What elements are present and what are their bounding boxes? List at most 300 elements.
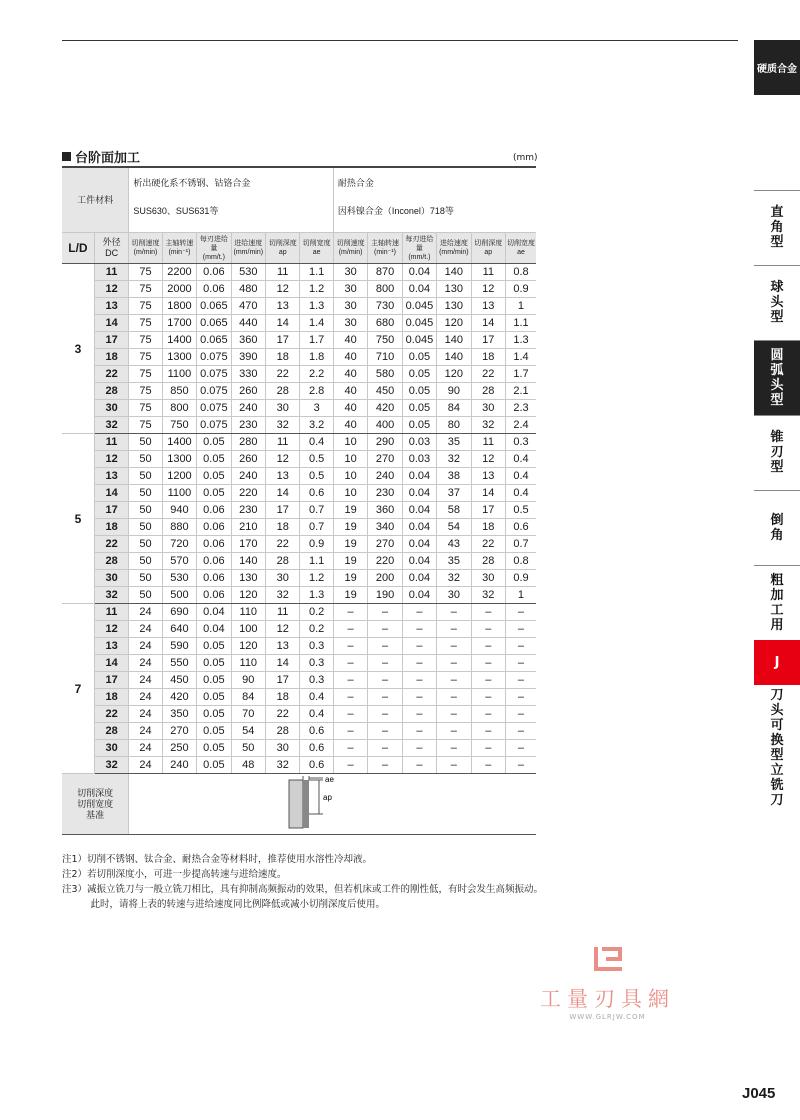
table-cell: – <box>437 638 471 655</box>
dc-value: 12 <box>94 281 128 298</box>
table-cell: 0.06 <box>197 570 231 587</box>
column-header-line: ae <box>312 249 321 256</box>
table-cell: – <box>471 706 505 723</box>
side-tab-divider <box>754 565 800 566</box>
table-cell: 18 <box>471 519 505 536</box>
table-cell: 240 <box>231 468 265 485</box>
table-row <box>62 383 536 400</box>
table-cell: – <box>471 723 505 740</box>
table-cell: – <box>437 723 471 740</box>
table-cell: – <box>333 604 367 621</box>
table-cell: 580 <box>368 366 402 383</box>
table-cell: 1400 <box>162 332 196 349</box>
table-cell: 0.4 <box>505 468 536 485</box>
table-cell: 40 <box>333 400 367 417</box>
table-cell: 940 <box>162 502 196 519</box>
table-cell: 240 <box>162 757 196 774</box>
table-cell: 0.4 <box>300 689 333 706</box>
table-cell: 0.04 <box>402 281 436 298</box>
table-cell: 22 <box>471 366 505 383</box>
table-row <box>62 706 536 723</box>
table-cell: 48 <box>231 757 265 774</box>
column-header-line: 切削速度 <box>336 240 365 247</box>
table-cell: – <box>505 672 536 689</box>
table-cell: – <box>368 757 402 774</box>
table-cell: 260 <box>231 383 265 400</box>
table-cell: 19 <box>333 570 367 587</box>
table-row <box>62 655 536 672</box>
table-cell: 54 <box>231 723 265 740</box>
side-tab-char: 球 <box>770 280 784 295</box>
table-cell: 1.3 <box>505 332 536 349</box>
table-cell: 850 <box>162 383 196 400</box>
cutting-conditions-table <box>62 166 536 835</box>
table-cell: 0.04 <box>402 587 436 604</box>
material-1-name: 析出硬化系不锈钢、钴铬合金 <box>133 178 251 188</box>
dc-value: 13 <box>94 468 128 485</box>
table-cell: – <box>505 706 536 723</box>
side-tab-char: 立 <box>770 763 784 778</box>
table-cell: 0.075 <box>197 383 231 400</box>
table-cell: – <box>437 689 471 706</box>
table-cell: 0.05 <box>402 383 436 400</box>
table-row <box>62 536 536 553</box>
table-cell: 50 <box>129 502 162 519</box>
table-cell: 0.3 <box>300 655 333 672</box>
table-cell: 70 <box>231 706 265 723</box>
table-cell: 75 <box>129 332 162 349</box>
table-cell: 38 <box>437 468 471 485</box>
table-cell: – <box>402 638 436 655</box>
table-cell: 110 <box>231 655 265 672</box>
table-cell: 12 <box>266 281 300 298</box>
table-cell: 470 <box>231 298 265 315</box>
table-cell: 0.4 <box>505 485 536 502</box>
table-cell: 870 <box>368 264 402 281</box>
table-cell: 2000 <box>162 281 196 298</box>
ap-label: ap <box>323 793 333 802</box>
table-cell: – <box>368 723 402 740</box>
table-cell: 13 <box>266 638 300 655</box>
table-row <box>62 740 536 757</box>
dc-value: 30 <box>94 740 128 757</box>
column-header-line: (mm/min) <box>439 249 469 256</box>
table-cell: 30 <box>333 281 367 298</box>
category-tab[interactable]: 硬质合金 <box>754 40 800 95</box>
table-cell: – <box>505 689 536 706</box>
note-line: 注3）减振立铣刀与一般立铣刀相比，具有抑制高频振动的效果，但若机床或工件的刚性低，有时会发生高频振动。 <box>62 884 544 895</box>
header-row-columns <box>62 233 536 264</box>
side-tab-6[interactable] <box>754 640 800 685</box>
unit-label: (mm) <box>513 153 538 163</box>
material-label: 工件材料 <box>62 167 129 233</box>
table-cell: 32 <box>266 417 300 434</box>
column-header-2 <box>197 233 231 264</box>
table-cell: 24 <box>129 604 162 621</box>
column-header-line: 每刃进给量 <box>199 235 228 252</box>
table-cell: 0.05 <box>402 349 436 366</box>
column-header-7 <box>368 233 402 264</box>
side-tab-char: 头 <box>770 295 784 310</box>
side-tab-char: 可 <box>770 718 784 733</box>
dc-value: 12 <box>94 621 128 638</box>
table-cell: 32 <box>437 451 471 468</box>
ld-header: L/D <box>62 233 94 264</box>
table-cell: 1.4 <box>300 315 333 332</box>
table-cell: 1.8 <box>300 349 333 366</box>
table-cell: 0.075 <box>197 417 231 434</box>
side-tab-char: 倒 <box>770 512 784 528</box>
table-cell: 270 <box>368 451 402 468</box>
table-cell: 58 <box>437 502 471 519</box>
table-cell: 120 <box>437 315 471 332</box>
reference-label <box>62 774 129 835</box>
table-cell: 1 <box>505 587 536 604</box>
table-cell: 40 <box>333 332 367 349</box>
table-cell: 13 <box>266 468 300 485</box>
column-header-line: (m/min) <box>133 249 158 256</box>
table-row <box>62 400 536 417</box>
table-cell: 50 <box>129 553 162 570</box>
table-cell: 12 <box>471 451 505 468</box>
table-cell: 30 <box>266 400 300 417</box>
dc-value: 12 <box>94 451 128 468</box>
table-cell: 50 <box>129 451 162 468</box>
table-cell: – <box>333 757 367 774</box>
side-tab-char: 铣 <box>770 778 784 793</box>
table-cell: 230 <box>368 485 402 502</box>
table-cell: 50 <box>129 434 162 451</box>
table-cell: 37 <box>437 485 471 502</box>
table-cell: 50 <box>231 740 265 757</box>
table-cell: 330 <box>231 366 265 383</box>
table-cell: 84 <box>437 400 471 417</box>
table-cell: 1100 <box>162 366 196 383</box>
table-cell: 0.04 <box>402 485 436 502</box>
side-tab-char: 型 <box>770 460 784 475</box>
table-cell: 340 <box>368 519 402 536</box>
table-row <box>62 672 536 689</box>
table-cell: 75 <box>129 315 162 332</box>
table-cell: 40 <box>333 417 367 434</box>
table-cell: 1.1 <box>505 315 536 332</box>
table-cell: 14 <box>266 315 300 332</box>
column-header-line: 切削宽度 <box>302 240 331 247</box>
table-cell: 0.04 <box>402 553 436 570</box>
side-tab-char: 弧 <box>770 362 784 378</box>
side-tab-2[interactable] <box>754 340 800 415</box>
table-cell: 17 <box>266 332 300 349</box>
dc-value: 22 <box>94 366 128 383</box>
table-cell: – <box>505 740 536 757</box>
side-tab-char: 角 <box>770 220 784 235</box>
table-row <box>62 638 536 655</box>
table-cell: 18 <box>266 689 300 706</box>
table-cell: 3.2 <box>300 417 333 434</box>
ld-value: 7 <box>62 604 94 774</box>
table-cell: 0.04 <box>402 502 436 519</box>
table-cell: 12 <box>471 281 505 298</box>
table-cell: 32 <box>266 757 300 774</box>
column-header-line: 主轴转速 <box>371 240 399 247</box>
dc-value: 30 <box>94 400 128 417</box>
watermark-logo-icon <box>588 945 628 975</box>
table-cell: 0.045 <box>402 332 436 349</box>
table-cell: 0.05 <box>197 706 231 723</box>
table-cell: – <box>437 655 471 672</box>
table-cell: 50 <box>129 570 162 587</box>
notes <box>62 852 543 912</box>
table-cell: 120 <box>231 638 265 655</box>
table-cell: 0.3 <box>300 672 333 689</box>
dc-value: 18 <box>94 689 128 706</box>
watermark-title: 工量刃具網 <box>540 987 675 1011</box>
table-cell: 1.2 <box>300 570 333 587</box>
table-cell: 14 <box>471 485 505 502</box>
dc-value: 14 <box>94 655 128 672</box>
material-1 <box>129 167 334 233</box>
table-cell: 800 <box>368 281 402 298</box>
table-cell: 1.3 <box>300 587 333 604</box>
table-cell: – <box>402 655 436 672</box>
side-tab-divider <box>754 415 800 416</box>
dc-header-line: DC <box>105 248 119 258</box>
table-cell: – <box>368 604 402 621</box>
side-tab-char: 用 <box>770 617 784 633</box>
square-bullet-icon <box>62 152 71 161</box>
column-header-4 <box>266 233 300 264</box>
table-cell: – <box>368 638 402 655</box>
side-tab-5[interactable] <box>754 565 800 640</box>
table-cell: 240 <box>231 400 265 417</box>
table-cell: 0.05 <box>197 485 231 502</box>
table-cell: 290 <box>368 434 402 451</box>
table-cell: 24 <box>129 706 162 723</box>
side-tab-3[interactable] <box>754 415 800 490</box>
table-cell: 22 <box>266 706 300 723</box>
side-tab-char: 头 <box>770 703 784 718</box>
table-cell: 0.05 <box>197 638 231 655</box>
table-cell: 0.06 <box>197 502 231 519</box>
table-cell: 1.7 <box>300 332 333 349</box>
dc-value: 28 <box>94 723 128 740</box>
table-cell: 0.5 <box>300 451 333 468</box>
side-tab-char: 加 <box>770 587 784 603</box>
dc-value: 13 <box>94 638 128 655</box>
side-tab-char: 换 <box>770 733 784 748</box>
table-cell: 11 <box>471 264 505 281</box>
table-cell: 190 <box>368 587 402 604</box>
table-cell: 75 <box>129 400 162 417</box>
dc-value: 32 <box>94 417 128 434</box>
side-tab-char: 型 <box>770 748 784 763</box>
table-cell: 360 <box>368 502 402 519</box>
dc-value: 14 <box>94 315 128 332</box>
table-cell: 19 <box>333 536 367 553</box>
column-header-9 <box>437 233 471 264</box>
table-cell: 0.04 <box>402 264 436 281</box>
table-cell: 0.06 <box>197 553 231 570</box>
table-cell: 75 <box>129 366 162 383</box>
table-cell: 19 <box>333 553 367 570</box>
table-cell: 480 <box>231 281 265 298</box>
side-tab-divider <box>754 265 800 266</box>
table-cell: 1.1 <box>300 553 333 570</box>
table-cell: 0.4 <box>300 434 333 451</box>
table-cell: – <box>505 723 536 740</box>
table-cell: 2.1 <box>505 383 536 400</box>
table-cell: 0.4 <box>505 451 536 468</box>
side-tab-divider <box>754 490 800 491</box>
side-tab-char: 角 <box>770 527 784 543</box>
table-cell: 530 <box>162 570 196 587</box>
table-cell: – <box>437 621 471 638</box>
table-row <box>62 519 536 536</box>
table-cell: – <box>471 757 505 774</box>
note-line: 注1）切削不锈钢、钛合金、耐热合金等材料时，推荐使用水溶性冷却液。 <box>62 854 373 865</box>
column-header-line: 每刃进给量 <box>405 235 434 252</box>
table-cell: 420 <box>162 689 196 706</box>
table-cell: – <box>333 723 367 740</box>
table-row <box>62 434 536 451</box>
table-cell: 0.05 <box>197 757 231 774</box>
table-cell: 0.7 <box>300 502 333 519</box>
reference-label-line: 基准 <box>86 809 105 820</box>
table-cell: 1.2 <box>300 281 333 298</box>
table-row <box>62 604 536 621</box>
table-cell: 12 <box>266 451 300 468</box>
table-cell: 0.3 <box>505 434 536 451</box>
table-cell: 590 <box>162 638 196 655</box>
table-cell: 40 <box>333 383 367 400</box>
table-cell: 22 <box>471 536 505 553</box>
column-header-3 <box>231 233 265 264</box>
table-cell: 10 <box>333 468 367 485</box>
table-cell: 1.3 <box>300 298 333 315</box>
table-cell: 0.05 <box>197 672 231 689</box>
dc-value: 18 <box>94 519 128 536</box>
dc-header-line: 外径 <box>102 237 121 247</box>
table-cell: 28 <box>266 553 300 570</box>
table-cell: 1300 <box>162 451 196 468</box>
side-tab-divider <box>754 340 800 341</box>
side-tab-char: 工 <box>770 602 784 618</box>
table-cell: 640 <box>162 621 196 638</box>
dc-value: 17 <box>94 332 128 349</box>
table-row <box>62 281 536 298</box>
table-cell: 2.3 <box>505 400 536 417</box>
table-cell: 22 <box>266 366 300 383</box>
table-cell: 0.6 <box>300 740 333 757</box>
side-tab-1[interactable] <box>754 265 800 340</box>
table-cell: 140 <box>437 332 471 349</box>
table-cell: 1 <box>505 298 536 315</box>
table-cell: – <box>471 655 505 672</box>
dc-value: 11 <box>94 264 128 281</box>
table-cell: – <box>437 672 471 689</box>
table-cell: – <box>505 757 536 774</box>
table-cell: 0.4 <box>300 706 333 723</box>
side-tab-char: 型 <box>770 235 784 250</box>
table-cell: – <box>368 672 402 689</box>
table-cell: 0.2 <box>300 621 333 638</box>
dc-value: 17 <box>94 672 128 689</box>
side-tab-char: 锥 <box>770 430 784 445</box>
table-cell: 90 <box>231 672 265 689</box>
table-cell: 270 <box>368 536 402 553</box>
table-cell: – <box>505 604 536 621</box>
table-cell: 120 <box>231 587 265 604</box>
table-cell: 50 <box>129 468 162 485</box>
table-cell: 2.4 <box>505 417 536 434</box>
dc-value: 13 <box>94 298 128 315</box>
dc-value: 11 <box>94 604 128 621</box>
table-cell: 54 <box>437 519 471 536</box>
table-cell: 12 <box>266 621 300 638</box>
column-header-line: 切削深度 <box>268 240 297 247</box>
dc-value: 17 <box>94 502 128 519</box>
table-cell: 22 <box>266 536 300 553</box>
table-cell: – <box>333 689 367 706</box>
table-cell: 17 <box>471 332 505 349</box>
dc-value: 28 <box>94 553 128 570</box>
side-tab-4[interactable] <box>754 490 800 565</box>
header-row-material <box>62 167 536 233</box>
ae-label: ae <box>325 776 335 784</box>
table-cell: 10 <box>333 485 367 502</box>
side-tab-0[interactable] <box>754 190 800 265</box>
table-cell: 230 <box>231 417 265 434</box>
table-cell: 500 <box>162 587 196 604</box>
material-2-example: 因科镍合金（Inconel）718等 <box>337 206 454 216</box>
table-cell: 680 <box>368 315 402 332</box>
side-tab-7[interactable] <box>754 688 800 808</box>
table-cell: 220 <box>231 485 265 502</box>
table-cell: 100 <box>231 621 265 638</box>
column-header-line: (mm/t.) <box>408 253 431 261</box>
table-cell: 30 <box>333 298 367 315</box>
table-cell: 11 <box>266 434 300 451</box>
table-cell: 220 <box>368 553 402 570</box>
table-cell: 270 <box>162 723 196 740</box>
column-header-line: (min⁻¹) <box>374 249 396 256</box>
table-cell: 550 <box>162 655 196 672</box>
table-cell: 24 <box>129 621 162 638</box>
side-tab-char: 刃 <box>770 445 784 460</box>
table-cell: 24 <box>129 740 162 757</box>
table-cell: 0.06 <box>197 264 231 281</box>
table-cell: – <box>437 604 471 621</box>
table-cell: 1.7 <box>505 366 536 383</box>
table-cell: 32 <box>266 587 300 604</box>
table-cell: 19 <box>333 587 367 604</box>
table-cell: 13 <box>266 298 300 315</box>
dc-value: 28 <box>94 383 128 400</box>
table-cell: 750 <box>162 417 196 434</box>
table-cell: 24 <box>129 689 162 706</box>
table-cell: 0.065 <box>197 332 231 349</box>
column-header-line: ae <box>517 249 525 256</box>
table-row <box>62 332 536 349</box>
table-cell: 0.05 <box>197 468 231 485</box>
table-cell: – <box>505 638 536 655</box>
column-header-line: 主轴转速 <box>165 240 194 247</box>
table-cell: 75 <box>129 264 162 281</box>
side-tab-char: J <box>774 655 780 670</box>
table-cell: 0.6 <box>505 519 536 536</box>
side-tab-char: 头 <box>770 377 784 393</box>
table-cell: 530 <box>231 264 265 281</box>
